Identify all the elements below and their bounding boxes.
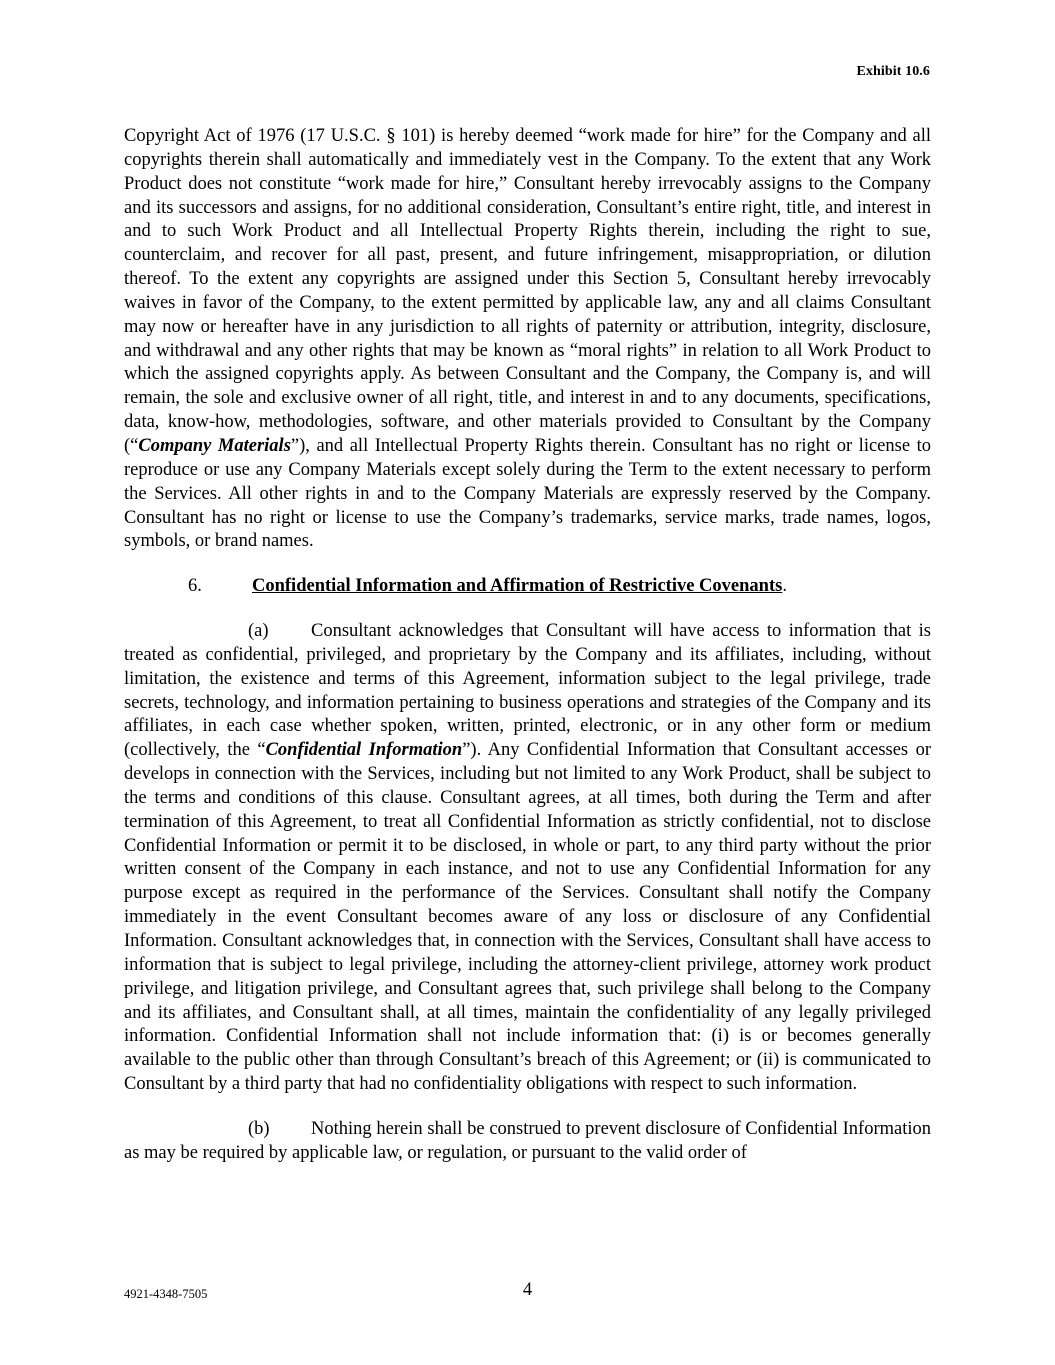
- section-number: 6.: [188, 576, 202, 597]
- para-a-text-after: ”). Any Confidential Information that Consultant accesses or develops in connection with the Services, including but not limited to any Work Product, shall be subject to the terms and conditions of this clause. Consultant agrees, at all times, both during the Term and after termination of this Agreement, to treat all Confidential Information as strictly confidential, not to disclose Confidential Information or permit it to be disclosed, in whole or part, to any third party without the prior written consent of the Company in each instance, and not to use any Confidential Information for any purpose except as required in the performance of the Services. Consultant shall notify the Company immediately in the event Consultant becomes aware of any loss or disclosure of any Confidential Information. Consultant acknowledges that, in connection with the Services, Consultant shall have access to information that is subject to legal privilege, including the attorney-client privilege, attorney work product privilege, and litigation privilege, and Consultant agrees that, such privilege shall belong to the Company and its affiliates, and Consultant shall, at all times, maintain the confidentiality of any legally privileged information. Confidential Information shall not include information that: (i) is or becomes generally available to the public other than through Consultant’s breach of this Agreement; or (ii) is communicated to Consultant by a third party that had no confidentiality obligations with respect to such information.: [124, 740, 931, 1095]
- paragraph-a-label: (a): [248, 621, 269, 642]
- exhibit-label: Exhibit 10.6: [856, 64, 930, 79]
- para1-text-before: Copyright Act of 1976 (17 U.S.C. § 101) is hereby deemed “work made for hire” for the Company and all copyrights therein shall automatically and immediately vest in the Company. To the extent that any Work Product does not constitute “work made for hire,” Consultant hereby irrevocably assigns to the Company and its successors and assigns, for no additional consideration, Consultant’s entire right, title, and interest in and to such Work Product and all Intellectual Property Rights therein, including the right to sue, counterclaim, and recover for all past, present, and future infringement, misappropriation, or dilution thereof. To the extent any copyrights are assigned under this Section 5, Consultant hereby irrevocably waives in favor of the Company, to the extent permitted by applicable law, any and all claims Consultant may now or hereafter have in any jurisdiction to all rights of paternity or attribution, integrity, disclosure, and withdrawal and any other rights that may be known as “moral rights” in relation to all Work Product to which the assigned copyrights apply. As between Consultant and the Company, the Company is, and will remain, the sole and exclusive owner of all right, title, and interest in and to any documents, specifications, data, know-how, methodologies, software, and other materials provided to Consultant by the Company (“: [124, 126, 931, 456]
- page-number: 4: [522, 1280, 533, 1300]
- section-6-heading: [124, 575, 931, 599]
- defined-term-company-materials: Company Materials: [138, 435, 291, 456]
- para-a-text-before: Consultant acknowledges that Consultant will have access to information that is treated as confidential, privileged, and proprietary by the Company and its affiliates, including, without limitation, the existence and terms of this Agreement, information subject to the legal privilege, trade secrets, technology, and information pertaining to business operations and strategies of the Company and its affiliates, in each case whether spoken, written, printed, electronic, or in any other form or medium (collectively, the “: [124, 621, 931, 761]
- section-title: Confidential Information and Affirmation of Restrictive Covenants: [252, 576, 783, 597]
- section-title-end: .: [782, 576, 787, 597]
- paragraph-a: [124, 620, 931, 1097]
- defined-term-confidential-information: Confidential Information: [265, 740, 463, 761]
- paragraph-b-label: (b): [248, 1118, 270, 1139]
- document-id: 4921-4348-7505: [124, 1287, 208, 1301]
- para-b-text: Nothing herein shall be construed to prevent disclosure of Confidential Information as may be required by applicable law, or regulation, or pursuant to the valid order of: [124, 1118, 931, 1163]
- document-body: [124, 125, 931, 1166]
- paragraph-b: [124, 1118, 931, 1166]
- paragraph-copyright-assignment: [124, 125, 931, 554]
- para1-text-after: ”), and all Intellectual Property Rights therein. Consultant has no right or license to reproduce or use any Company Materials except solely during the Term to the extent necessary to perform the Services. All other rights in and to the Company Materials are expressly reserved by the Company. Consultant has no right or license to use the Company’s trademarks, service marks, trade names, logos, symbols, or brand names.: [124, 435, 931, 552]
